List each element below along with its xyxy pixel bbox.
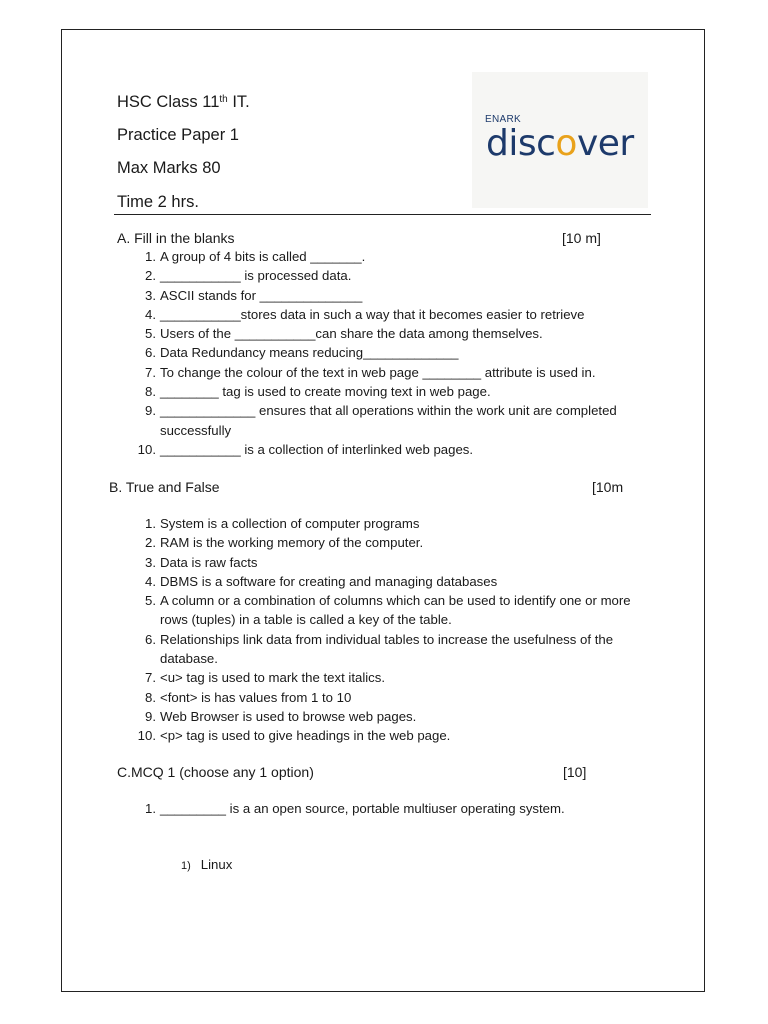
question-item [138, 440, 658, 459]
question-item [138, 401, 658, 440]
question-item [138, 324, 658, 343]
question-number: 10. [137, 728, 156, 744]
question-text: <u> tag is used to mark the text italics. [160, 670, 386, 686]
question-number: 6. [145, 345, 156, 361]
question-number: 6. [145, 631, 156, 647]
header-divider [114, 214, 651, 215]
question-text: A group of 4 bits is called _______. [160, 249, 366, 264]
question-number: 1. [145, 801, 156, 816]
question-number: 3. [145, 554, 156, 570]
question-text: Web Browser is used to browse web pages. [160, 708, 417, 724]
question-item [138, 553, 638, 572]
question-text: <font> is has values from 1 to 10 [160, 689, 352, 705]
time-limit: Time 2 hrs. [117, 193, 199, 211]
question-number: 3. [145, 287, 156, 303]
question-number: 5. [145, 326, 156, 342]
section-b-marks: [10m [592, 479, 624, 495]
question-number: 1. [145, 249, 156, 264]
question-item [138, 726, 638, 745]
question-item [138, 247, 658, 266]
question-number: 5. [145, 593, 156, 609]
section-b-questions [138, 514, 638, 746]
question-text: ________ tag is used to create moving text in web page. [160, 384, 491, 400]
question-item [138, 305, 658, 324]
question-item [138, 514, 638, 533]
discover-logo [472, 72, 648, 208]
max-marks: Max Marks 80 [117, 159, 221, 177]
logo-brand-small: ENARK [485, 114, 521, 125]
question-text: ___________stores data in such a way that it becomes easier to retrieve [160, 306, 585, 322]
paper-title: Practice Paper 1 [117, 126, 239, 144]
question-item [138, 363, 658, 382]
question-item [138, 630, 638, 669]
question-item [138, 382, 658, 401]
question-item [138, 533, 638, 552]
question-number: 4. [145, 306, 156, 322]
question-number: 4. [145, 573, 156, 589]
section-c-marks: [10] [563, 764, 587, 780]
question-item [138, 799, 658, 818]
question-item [138, 572, 638, 591]
question-item [138, 591, 638, 630]
question-text: Users of the ___________can share the data among themselves. [160, 326, 543, 342]
question-number: 2. [145, 535, 156, 551]
question-number: 7. [145, 670, 156, 686]
question-item [138, 343, 658, 362]
class-heading: HSC Class 11th IT. [117, 93, 250, 111]
question-text: Relationships link data from individual tables to increase the usefulness of the database. [160, 631, 614, 667]
question-item [138, 707, 638, 726]
question-text: ASCII stands for ______________ [160, 287, 363, 303]
logo-brand-main: discover [486, 123, 634, 164]
section-a-marks: [10 m] [562, 230, 601, 246]
question-text: Data Redundancy means reducing_____________ [160, 345, 459, 361]
question-item [138, 668, 638, 687]
question-text: A column or a combination of columns which can be used to identify one or more rows (tuples) in a table is called a key of the table. [160, 593, 631, 628]
exam-page [61, 29, 705, 992]
question-item [138, 266, 658, 285]
question-number: 7. [145, 364, 156, 380]
question-number: 9. [145, 403, 156, 419]
question-number: 1. [145, 516, 156, 531]
question-text: _____________ ensures that all operations within the work unit are completed successfully [160, 403, 617, 438]
section-a-title: A. Fill in the blanks [117, 230, 235, 246]
section-a-questions [138, 247, 658, 459]
section-c-questions [138, 799, 658, 818]
question-number: 10. [137, 441, 156, 457]
question-text: _________ is a an open source, portable multiuser operating system. [160, 801, 565, 816]
question-text: RAM is the working memory of the computer. [160, 535, 424, 551]
section-b-title: B. True and False [109, 479, 220, 495]
question-number: 8. [145, 689, 156, 705]
question-text: DBMS is a software for creating and managing databases [160, 573, 498, 589]
question-text: System is a collection of computer programs [160, 516, 420, 531]
question-item [138, 688, 638, 707]
question-text: <p> tag is used to give headings in the web page. [160, 728, 451, 744]
question-text: Data is raw facts [160, 554, 258, 570]
question-text: ___________ is a collection of interlinked web pages. [160, 441, 474, 457]
option-1: 1) Linux [181, 857, 233, 872]
question-number: 2. [145, 268, 156, 284]
question-number: 8. [145, 384, 156, 400]
question-text: ___________ is processed data. [160, 268, 352, 284]
question-text: To change the colour of the text in web page ________ attribute is used in. [160, 364, 596, 380]
section-c-title: C.MCQ 1 (choose any 1 option) [117, 764, 314, 780]
question-item [138, 286, 658, 305]
question-number: 9. [145, 708, 156, 724]
